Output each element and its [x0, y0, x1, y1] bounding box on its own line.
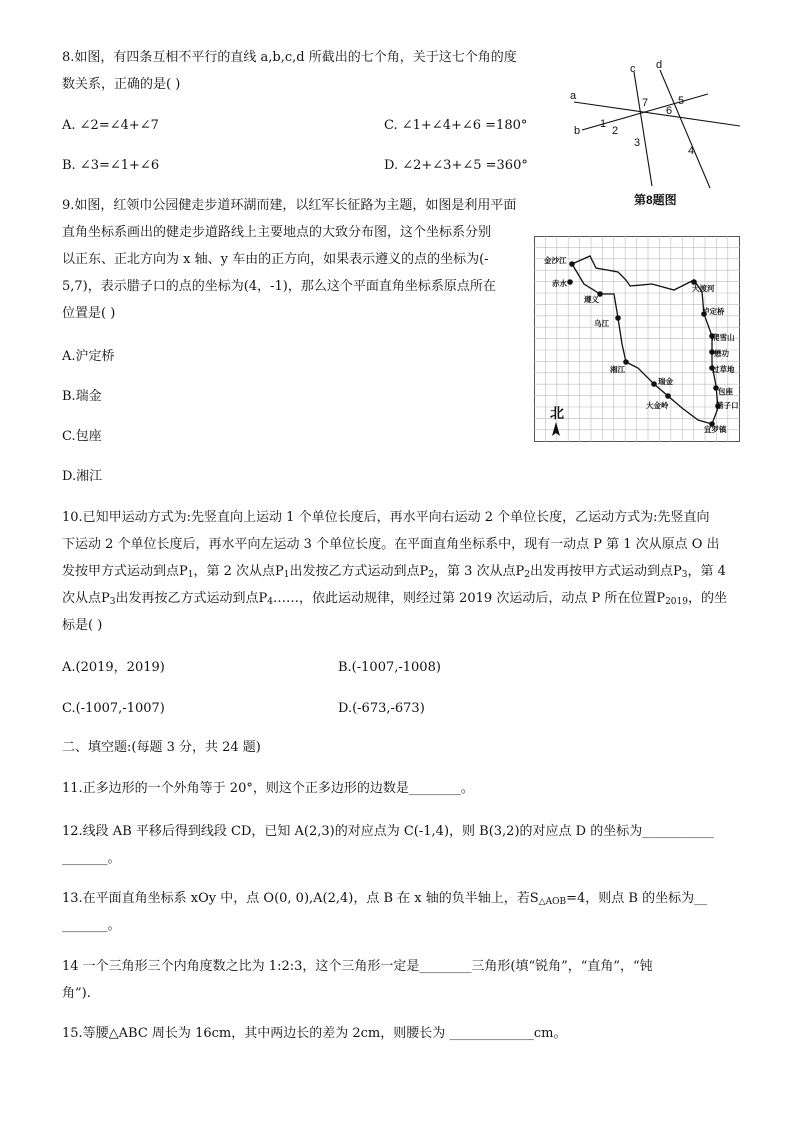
q8-option-d[interactable]: D. ∠2+∠3+∠5 =360° [384, 158, 528, 173]
label-zunyi: 遵义 [584, 295, 599, 304]
angle-6: 6 [666, 105, 673, 117]
label-dajinling: 大金岭 [646, 401, 669, 410]
q10-stem-line3: 发按甲方式运动到点$P_1$，第 2 次从点$P_1$出发按乙方式运动到点$P_2$，第 3 次从点$P_2$出发再按甲方式运动到点$P_3$，第 4 [62, 564, 726, 580]
q10-stem-line5: 标是( ) [62, 618, 103, 633]
q9-option-d[interactable]: D.湘江 [62, 469, 103, 484]
q9-stem-line3: 以正东、正北方向为 x 轴、y 车由的正方向，如果表示遵义的点的坐标为(- [62, 252, 489, 267]
angle-5: 5 [678, 95, 685, 107]
q10-option-a[interactable]: A.(2019，2019) [62, 660, 165, 675]
q8-option-b[interactable]: B. ∠3=∠1+∠6 [62, 158, 160, 173]
q9-stem-line2: 直角坐标系画出的健走步道路线上主要地点的大致分布图，这个坐标系分别 [62, 225, 492, 240]
q10-stem-line1: 10.已知甲运动方式为:先竖直向上运动 1 个单位长度后，再水平向右运动 2 个单位长度，乙运动方式为:先竖直向 [62, 510, 710, 525]
q13-line1: 13.在平面直角坐标系 xOy 中，点 O(0, 0),A(2,4)，点 B 在 x 轴的负半轴上，若$S_{\triangle AOB}=4$，则点 B 的坐标为__ [62, 891, 708, 907]
q8-figure [560, 58, 750, 208]
label-ludingqiao: 泸定桥 [702, 307, 725, 316]
q12-line1: 12.线段 AB 平移后得到线段 CD，已知 A(2,3)的对应点为 C(-1,4)，则 B(3,2)的对应点 D 的坐标为___________ [62, 824, 714, 839]
label-maogong: 懋功 [714, 349, 729, 358]
label-a: a [570, 90, 577, 102]
q8-option-a[interactable]: A. ∠2=∠4+∠7 [62, 118, 159, 133]
point-jinshajiang [569, 261, 575, 267]
q9-option-a[interactable]: A.沪定桥 [62, 349, 115, 364]
q14-line1: 14 一个三角形三个内角度数之比为 1:2:3，这个三角形一定是________三角形(填“锐角”，“直角”，“钝 [62, 959, 653, 974]
point-chishui [567, 279, 573, 285]
point-wujiang [615, 315, 621, 321]
angle-2: 2 [612, 125, 619, 137]
angle-7: 7 [642, 97, 649, 109]
q9-option-c[interactable]: C.包座 [62, 429, 102, 444]
q10-stem-line2: 下运动 2 个单位长度后，再水平向左运动 3 个单位长度。在平面直角坐标系中，现有一动点 P 第 1 次从原点 O 出 [62, 537, 720, 552]
q9-map [534, 236, 740, 442]
label-paxueshan: 爬雪山 [712, 333, 735, 342]
q9-option-b[interactable]: B.瑞金 [62, 389, 102, 404]
point-xiangjiang [623, 359, 629, 365]
q8-stem-line2: 数关系，正确的是( ) [62, 77, 181, 92]
q10-option-c[interactable]: C.(-1007,-1007) [62, 701, 165, 716]
line-a [574, 102, 740, 126]
label-chishui: 赤水 [552, 279, 567, 288]
q9-stem-line1: 9.如图，红领巾公园健走步道环湖而建，以红军长征路为主题，如图是利用平面 [62, 198, 517, 213]
section-heading: 二、填空题:(每题 3 分，共 24 题) [62, 740, 261, 755]
point-dajinling [665, 393, 671, 399]
q10-option-d[interactable]: D.(-673,-673) [338, 701, 425, 716]
label-c: c [630, 63, 636, 75]
point-ruijin [651, 381, 657, 387]
q14-line2: 角”). [62, 986, 91, 1001]
q10-stem-line4: 次从点$P_3$出发再按乙方式运动到点$P_4\dots\dots$，依此运动规律，则经过第 2019 次运动后，动点 P 所在位置$P_{2019}$，的坐 [62, 591, 727, 607]
line-d [660, 70, 710, 188]
map-north-label: 北 [550, 406, 564, 422]
label-ruijin: 瑞金 [658, 377, 673, 386]
q11-text: 11.正多边形的一个外角等于 20°，则这个正多边形的边数是________。 [62, 781, 474, 796]
label-wujiang: 乌江 [594, 319, 609, 328]
q10-option-b[interactable]: B.(-1007,-1008) [338, 660, 441, 675]
angle-4: 4 [688, 145, 695, 157]
label-xiangjiang: 湘江 [610, 365, 625, 374]
angle-3: 3 [634, 137, 641, 149]
label-jinshajiang: 金沙江 [544, 256, 567, 265]
label-guocaodi: 过草地 [712, 365, 735, 374]
angle-1: 1 [600, 118, 607, 130]
q9-stem-line4: 5,7)，表示腊子口的点的坐标为(4，-1)，那么这个平面直角坐标系原点所在 [62, 279, 496, 294]
label-b: b [574, 125, 581, 137]
q8-figure-caption: 第8题图 [634, 193, 677, 207]
q8-option-c[interactable]: C. ∠1+∠4+∠6 =180° [384, 118, 528, 133]
label-baozuo: 包座 [718, 387, 733, 396]
label-yiluozhen: 宜罗镇 [704, 425, 727, 434]
line-c [634, 72, 652, 186]
q9-stem-line5: 位置是( ) [62, 306, 116, 321]
label-d: d [656, 59, 663, 71]
q13-line2: _______。 [62, 918, 121, 933]
q12-line2: _______。 [62, 851, 121, 866]
label-daduhe: 大渡河 [692, 284, 715, 293]
q15-text: 15.等腰△ABC 周长为 16cm，其中两边长的差为 2cm，则腰长为 _____________cm。 [62, 1026, 567, 1041]
label-lazikou: 腊子口 [716, 401, 739, 410]
q8-stem-line1: 8.如图，有四条互相不平行的直线 a,b,c,d 所截出的七个角，关于这七个角的度 [62, 50, 517, 65]
